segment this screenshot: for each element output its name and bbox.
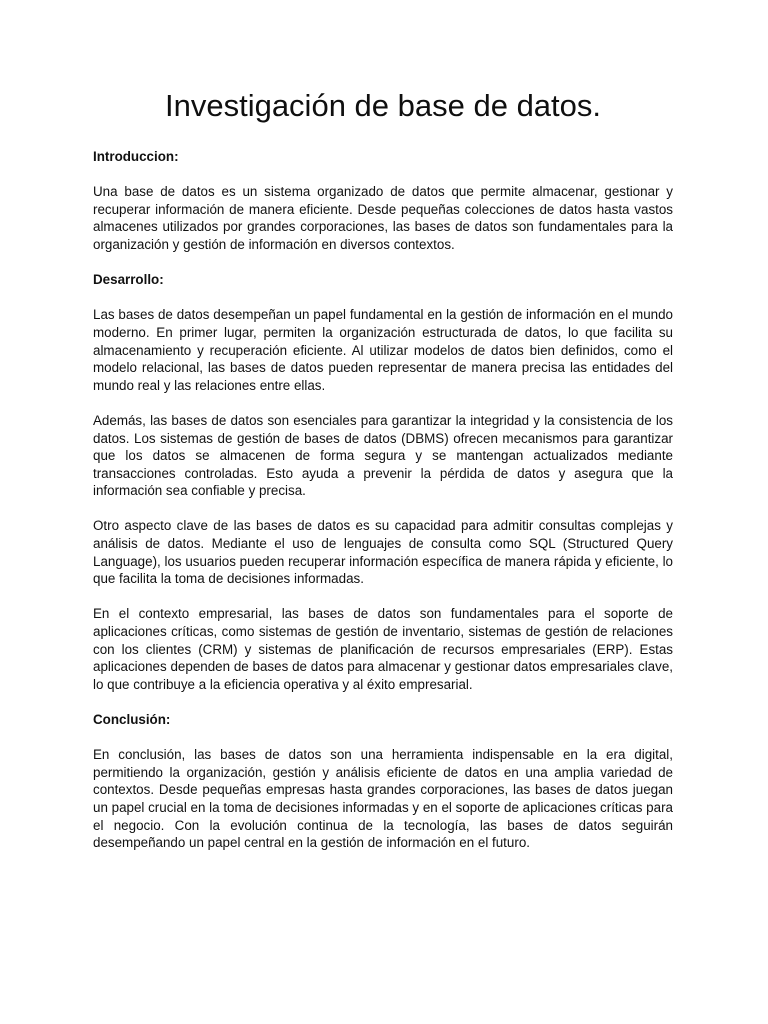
- section-heading-conclusion: Conclusión:: [93, 712, 171, 727]
- paragraph-desarrollo-4: En el contexto empresarial, las bases de datos son fundamentales para el soporte de aplicaciones críticas, como sistemas de gestión de inventario, sistemas de gestión de relaciones con los clientes (CRM) y sistemas de planificación de recursos empresariales (ERP). Estas aplicaciones dependen de bases de datos para almacenar y gestionar datos empresariales clave, lo que contribuye a la eficiencia operativa y al éxito empresarial.: [93, 606, 673, 692]
- document-page: [93, 86, 673, 869]
- section-heading-introduccion: Introduccion:: [93, 149, 179, 164]
- section-desarrollo: [93, 271, 673, 693]
- section-heading-desarrollo: Desarrollo:: [93, 272, 164, 288]
- paragraph-desarrollo-1: Las bases de datos desempeñan un papel fundamental en la gestión de información en el mundo moderno. En primer lugar, permiten la organización estructurada de datos, lo que facilita su almacenamiento y recuperación eficiente. Al utilizar modelos de datos bien definidos, como el modelo relacional, las bases de datos pueden representar de manera precisa las entidades del mundo real y las relaciones entre ellas.: [93, 307, 673, 393]
- paragraph-desarrollo-3: Otro aspecto clave de las bases de datos es su capacidad para admitir consultas complejas y análisis de datos. Mediante el uso de lenguajes de consulta como SQL (Structured Query Language), los usuarios pueden recuperar información específica de manera rápida y eficiente, lo que facilita la toma de decisiones informadas.: [93, 518, 673, 587]
- paragraph-desarrollo-2: Además, las bases de datos son esenciales para garantizar la integridad y la consistencia de los datos. Los sistemas de gestión de bases de datos (DBMS) ofrecen mecanismos para garantizar que los datos se almacenen de forma segura y se mantengan actualizados mediante transacciones controladas. Esto ayuda a prevenir la pérdida de datos y asegura que la información sea confiable y precisa.: [93, 412, 673, 499]
- paragraph-conclusion-1: En conclusión, las bases de datos son una herramienta indispensable en la era digital, permitiendo la organización, gestión y análisis eficiente de datos en una amplia variedad de contextos. Desde pequeñas empresas hasta grandes corporaciones, las bases de datos juegan un papel crucial en la toma de decisiones informadas y en el soporte de aplicaciones críticas para el negocio. Con la evolución continua de la tecnología, las bases de datos seguirán desempeñando un papel central en la gestión de información en el futuro.: [93, 747, 673, 851]
- paragraph-introduccion-1: Una base de datos es un sistema organizado de datos que permite almacenar, gestionar y recuperar información de manera eficiente. Desde pequeñas colecciones de datos hasta vastos almacenes utilizados por grandes corporaciones, las bases de datos son fundamentales para la organización y gestión de información en diversos contextos.: [93, 184, 673, 252]
- section-introduccion: [93, 148, 673, 254]
- document-title: Investigación de base de datos.: [164, 88, 602, 123]
- section-conclusion: [93, 711, 673, 852]
